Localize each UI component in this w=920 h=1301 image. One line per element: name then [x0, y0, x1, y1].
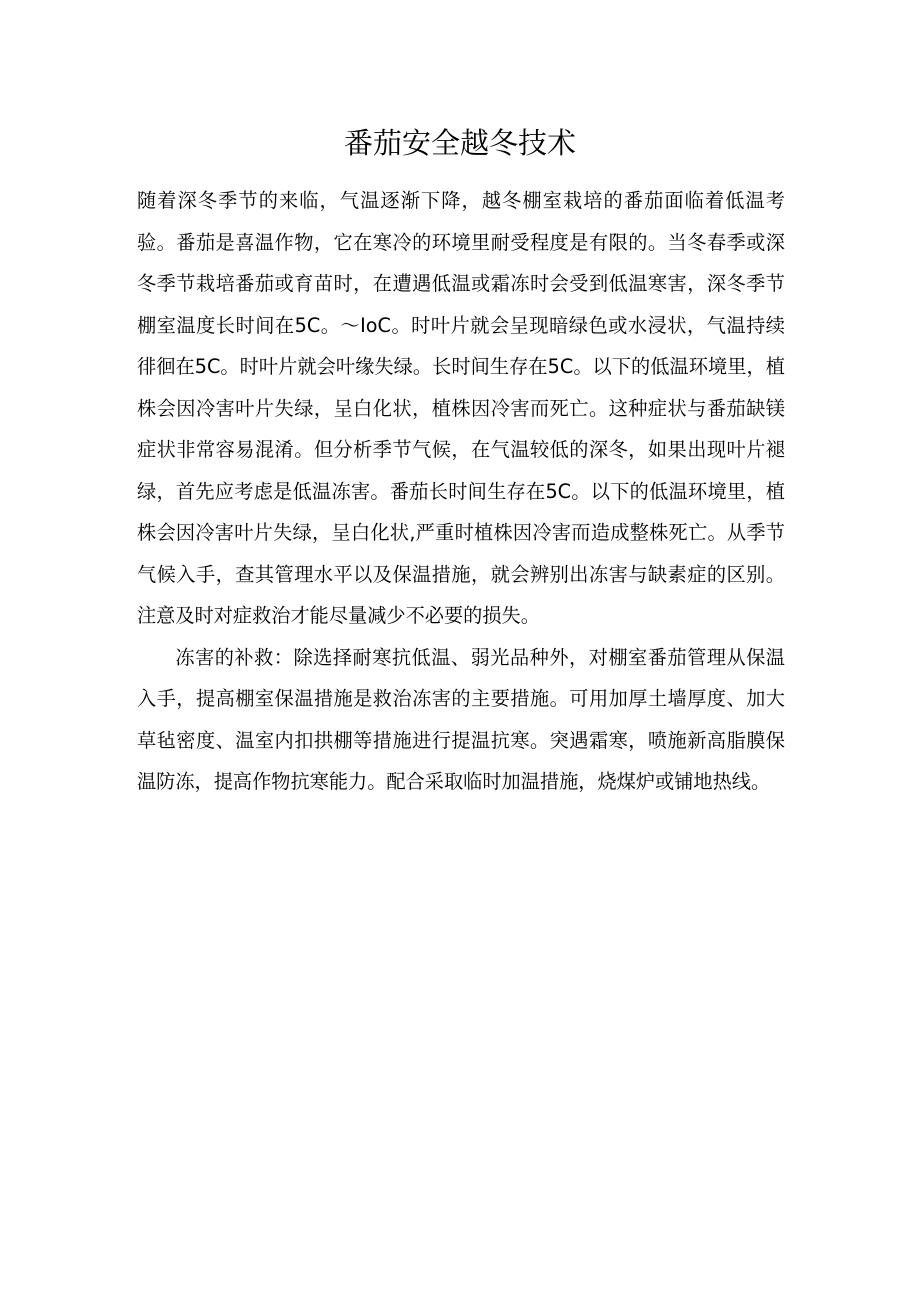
- paragraph-symptoms: 随着深冬季节的来临，气温逐渐下降，越冬棚室栽培的番茄面临着低温考验。番茄是喜温作物，它在寒冷的环境里耐受程度是有限的。当冬春季或深冬季节栽培番茄或育苗时，在遭遇低温或霜冻时会受到低温寒害，深冬季节棚室温度长时间在5C。〜IoC。时叶片就会呈现暗绿色或水浸状，气温持续徘徊在5C。时叶片就会叶缘失绿。长时间生存在5C。以下的低温环境里，植株会因冷害叶片失绿，呈白化状，植株因冷害而死亡。这种症状与番茄缺镁症状非常容易混淆。但分析季节气候，在气温较低的深冬，如果出现叶片褪绿，首先应考虑是低温冻害。番茄长时间生存在5C。以下的低温环境里，植株会因冷害叶片失绿，呈白化状,严重时植株因冷害而造成整株死亡。从季节气候入手，查其管理水平以及保温措施，就会辨别出冻害与缺素症的区别。注意及时对症救治才能尽量减少不必要的损失。: [137, 189, 785, 627]
- document-body: [137, 180, 785, 803]
- paragraph-remedy: 冻害的补救：除选择耐寒抗低温、弱光品种外，对棚室番茄管理从保温入手，提高棚室保温措施是救治冻害的主要措施。可用加厚土墙厚度、加大草毡密度、温室内扣拱棚等措施进行提温抗寒。突遇霜寒，喷施新高脂膜保温防冻，提高作物抗寒能力。配合采取临时加温措施，烧煤炉或铺地热线。: [137, 645, 785, 793]
- document-title: 番茄安全越冬技术: [343, 126, 576, 160]
